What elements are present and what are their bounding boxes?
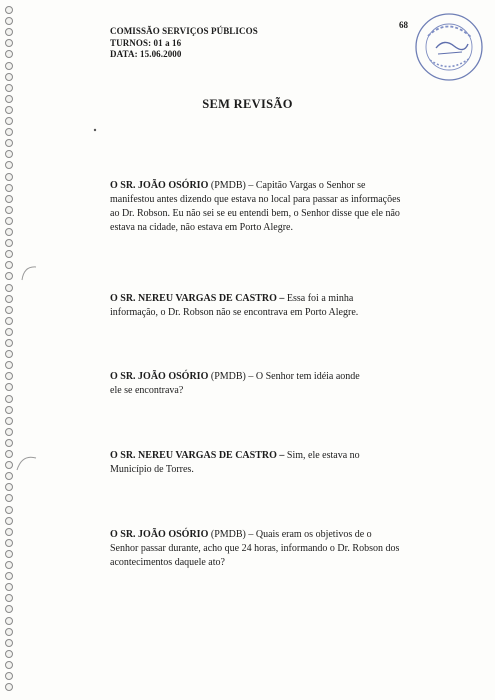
header-date: DATA: 15.06.2000 [110,49,182,59]
speaker-intro: (PMDB) – Quais eram os objetivos de o [208,529,372,540]
paragraph-line: ao Dr. Robson. Eu não sei se eu entendi bem, o Senhor disse que ele não [110,208,400,219]
paragraph-line: Senhor passar durante, acho que 24 horas, informando o Dr. Robson dos [110,543,400,554]
perforation-hole [5,62,13,70]
perforation-hole [5,50,13,58]
perforation-hole [5,650,13,658]
paragraph-line: estava na cidade, não estava em Porto Alegre. [110,222,293,233]
perforation-hole [5,539,13,547]
page-title: SEM REVISÃO [202,97,293,111]
perforation-hole [5,206,13,214]
perforation-hole [5,428,13,436]
speaker-name: O SR. NEREU VARGAS DE CASTRO – [110,293,285,304]
perforation-hole [5,517,13,525]
perforation-hole [5,295,13,303]
perforation-hole [5,661,13,669]
perforation-hole [5,506,13,514]
perforation-hole [5,417,13,425]
paragraph-line: ele se encontrava? [110,385,184,396]
perforation-hole [5,284,13,292]
perforation-hole [5,217,13,225]
ink-dot [92,127,98,133]
header-committee: COMISSÃO SERVIÇOS PÚBLICOS [110,26,258,36]
perforation-hole [5,550,13,558]
page-number: 68 [399,20,408,30]
perforation-hole [5,250,13,258]
perforation-hole [5,6,13,14]
perforation-hole [5,173,13,181]
perforation-hole [5,17,13,25]
paragraph-line: informação, o Dr. Robson não se encontrava em Porto Alegre. [110,307,359,318]
perforation-hole [5,672,13,680]
perforation-hole [5,139,13,147]
perforation-hole [5,361,13,369]
perforation-hole [5,483,13,491]
perforation-hole [5,395,13,403]
perforation-hole [5,272,13,280]
perforation-hole [5,472,13,480]
paragraph-3 [110,370,410,398]
perforation-hole [5,228,13,236]
paragraph-line: Município de Torres. [110,464,194,475]
perforation-hole [5,494,13,502]
perforation-hole [5,161,13,169]
perforation-hole [5,350,13,358]
paragraph-line: manifestou antes dizendo que estava no local para passar as informações [110,194,401,205]
perforation-hole [5,184,13,192]
perforation-hole [5,561,13,569]
perforation-hole [5,261,13,269]
perforation-hole [5,117,13,125]
perforation-hole [5,406,13,414]
perforation-hole [5,628,13,636]
perforation-hole [5,150,13,158]
perforation-hole [5,84,13,92]
perforation-hole [5,195,13,203]
perforation-hole [5,528,13,536]
perforation-hole [5,317,13,325]
paragraph-1 [110,179,410,235]
page-curl-mark [14,452,40,474]
paragraph-line: acontecimentos daquele ato? [110,557,225,568]
perforation-hole [5,306,13,314]
perforation-hole [5,450,13,458]
paragraph-4 [110,449,410,477]
perforation-hole [5,461,13,469]
perforation-hole [5,328,13,336]
paragraph-2 [110,292,410,320]
perforation-hole [5,572,13,580]
perforation-hole [5,239,13,247]
speaker-name: O SR. JOÃO OSÓRIO [110,371,209,382]
document-header [110,26,258,61]
speaker-intro: Essa foi a minha [284,293,354,304]
speaker-name: O SR. JOÃO OSÓRIO [110,529,209,540]
perforation-hole [5,683,13,691]
seal-stamp [410,8,488,86]
perforation-hole [5,583,13,591]
perforation-hole [5,639,13,647]
header-shifts: TURNOS: 01 a 16 [110,37,182,48]
perforation-hole [5,383,13,391]
perforation-hole [5,439,13,447]
perforation-hole [5,128,13,136]
page-curl-mark [18,262,40,284]
speaker-name: O SR. JOÃO OSÓRIO [110,180,209,191]
perforation-hole [5,372,13,380]
perforation-hole [5,594,13,602]
speaker-intro: (PMDB) – O Senhor tem idéia aonde [208,371,360,382]
perforation-hole [5,28,13,36]
paragraph-5 [110,528,410,570]
perforation-hole [5,605,13,613]
speaker-name: O SR. NEREU VARGAS DE CASTRO – [110,450,285,461]
speaker-intro: Sim, ele estava no [284,450,360,461]
perforation-hole [5,39,13,47]
speaker-intro: (PMDB) – Capitão Vargas o Senhor se [208,180,366,191]
perforation-hole [5,617,13,625]
perforation-hole [5,73,13,81]
perforation-hole [5,339,13,347]
